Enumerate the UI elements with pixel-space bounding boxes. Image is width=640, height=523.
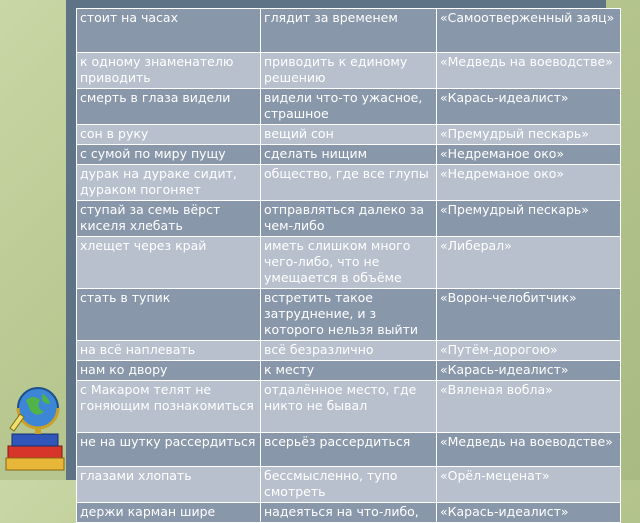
source-cell: «Премудрый пескарь» bbox=[437, 201, 621, 237]
table-row bbox=[77, 467, 621, 503]
globe-books-illustration bbox=[4, 368, 68, 478]
source-cell: «Недреманое око» bbox=[437, 165, 621, 201]
source-cell: «Вяленая вобла» bbox=[437, 381, 621, 433]
table-row bbox=[77, 201, 621, 237]
idiom-cell: сон в руку bbox=[77, 125, 261, 145]
idiom-cell: с Макаром телят не гоняющим познакомиться bbox=[77, 381, 261, 433]
idiom-cell: смерть в глаза видели bbox=[77, 89, 261, 125]
table-row bbox=[77, 361, 621, 381]
source-cell: «Премудрый пескарь» bbox=[437, 125, 621, 145]
table-row bbox=[77, 341, 621, 361]
meaning-cell: к месту bbox=[261, 361, 437, 381]
table-row bbox=[77, 145, 621, 165]
meaning-cell: всё безразлично bbox=[261, 341, 437, 361]
source-cell: «Ворон-челобитчик» bbox=[437, 289, 621, 341]
meaning-cell: приводить к единому решению bbox=[261, 53, 437, 89]
idiom-cell: с сумой по миру пущу bbox=[77, 145, 261, 165]
source-cell: «Медведь на воеводстве» bbox=[437, 433, 621, 467]
idiom-cell: глазами хлопать bbox=[77, 467, 261, 503]
table-row bbox=[77, 289, 621, 341]
idiom-cell: к одному знаменателю приводить bbox=[77, 53, 261, 89]
idiom-cell: на всё наплевать bbox=[77, 341, 261, 361]
meaning-cell: отдалённое место, где никто не бывал bbox=[261, 381, 437, 433]
meaning-cell: видели что-то ужасное, страшное bbox=[261, 89, 437, 125]
meaning-cell: бессмысленно, тупо смотреть bbox=[261, 467, 437, 503]
meaning-cell: вещий сон bbox=[261, 125, 437, 145]
table-row bbox=[77, 503, 621, 523]
table-row bbox=[77, 125, 621, 145]
source-cell: «Путём-дорогою» bbox=[437, 341, 621, 361]
table-row bbox=[77, 381, 621, 433]
idiom-cell: ступай за семь вёрст киселя хлебать bbox=[77, 201, 261, 237]
table-row bbox=[77, 53, 621, 89]
idiom-cell: держи карман шире bbox=[77, 503, 261, 523]
meaning-cell: общество, где все глупы bbox=[261, 165, 437, 201]
idiom-cell: хлещет через край bbox=[77, 237, 261, 289]
source-cell: «Либерал» bbox=[437, 237, 621, 289]
meaning-cell: отправляться далеко за чем-либо bbox=[261, 201, 437, 237]
meaning-cell: встретить такое затруднение, и з которого нельзя выйти bbox=[261, 289, 437, 341]
table-row bbox=[77, 237, 621, 289]
meaning-cell: иметь слишком много чего-либо, что не умещается в объёме bbox=[261, 237, 437, 289]
table-row bbox=[77, 433, 621, 467]
idiom-cell: не на шутку рассердиться bbox=[77, 433, 261, 467]
source-cell: «Недреманое око» bbox=[437, 145, 621, 165]
source-cell: «Медведь на воеводстве» bbox=[437, 53, 621, 89]
table-row bbox=[77, 9, 621, 53]
source-cell: «Карась-идеалист» bbox=[437, 503, 621, 523]
idioms-table bbox=[76, 8, 621, 523]
source-cell: «Карась-идеалист» bbox=[437, 361, 621, 381]
source-cell: «Самоотверженный заяц» bbox=[437, 9, 621, 53]
idiom-cell: стать в тупик bbox=[77, 289, 261, 341]
source-cell: «Карась-идеалист» bbox=[437, 89, 621, 125]
idiom-cell: дурак на дураке сидит, дураком погоняет bbox=[77, 165, 261, 201]
meaning-cell: надеяться на что-либо, bbox=[261, 503, 437, 523]
table-row bbox=[77, 165, 621, 201]
meaning-cell: всерьёз рассердиться bbox=[261, 433, 437, 467]
meaning-cell: сделать нищим bbox=[261, 145, 437, 165]
source-cell: «Орёл-меценат» bbox=[437, 467, 621, 503]
table-row bbox=[77, 89, 621, 125]
meaning-cell: глядит за временем bbox=[261, 9, 437, 53]
idiom-cell: нам ко двору bbox=[77, 361, 261, 381]
idiom-cell: стоит на часах bbox=[77, 9, 261, 53]
